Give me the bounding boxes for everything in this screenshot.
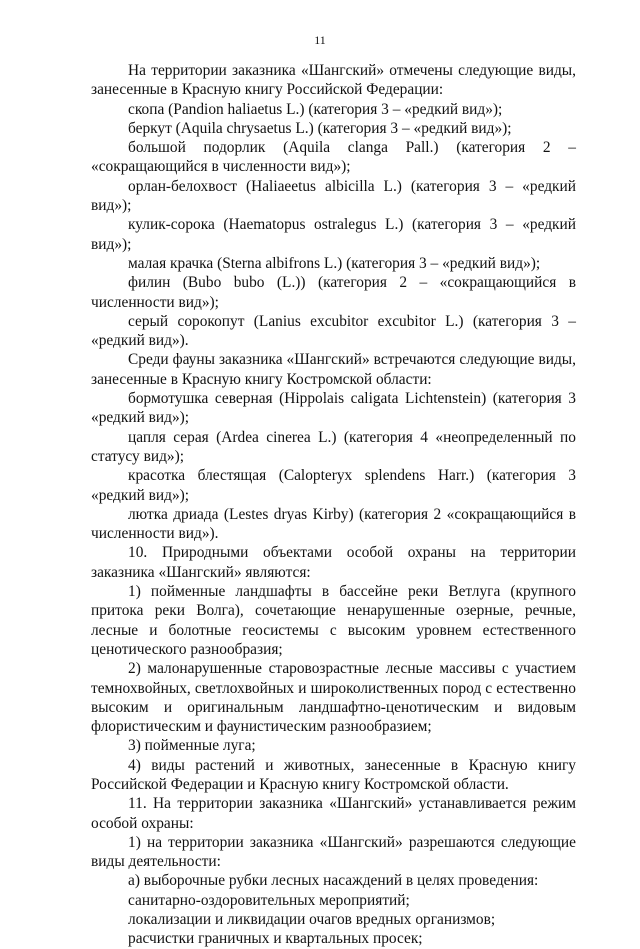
paragraph: Среди фауны заказника «Шангский» встречаются следующие виды, занесенные в Красную книгу Костромской области:: [91, 351, 576, 388]
paragraph: большой подорлик (Aquila clanga Pall.) (категория 2 – «сокращающийся в численности вид»);: [91, 139, 576, 176]
paragraph: малая крачка (Sterna albifrons L.) (категория 3 – «редкий вид»);: [128, 254, 541, 272]
paragraph: санитарно-оздоровительных мероприятий;: [128, 891, 410, 909]
paragraph: а) выборочные рубки лесных насаждений в целях проведения:: [128, 872, 539, 890]
paragraph: цапля серая (Ardea cinerea L.) (категория 4 «неопределенный по статусу вид»);: [91, 428, 576, 465]
paragraph: На территории заказника «Шангский» отмечены следующие виды, занесенные в Красную книгу Российской Федерации:: [91, 62, 576, 99]
paragraph: беркут (Aquila chrysaetus L.) (категория 3 – «редкий вид»);: [128, 119, 512, 137]
paragraph: 4) виды растений и животных, занесенные в Красную книгу Российской Федерации и Красную книгу Костромской области.: [91, 756, 576, 793]
paragraph: 2) малонарушенные старовозрастные лесные массивы с участием темнохвойных, светлохвойных и широколиственных пород с естественно высоким и оригинальным ландшафтно-ценотическим и видовым флористическим и фаунистическим разнообразием;: [91, 660, 576, 736]
paragraph: скопа (Pandion haliaetus L.) (категория 3 – «редкий вид»);: [128, 100, 503, 118]
paragraph: 10. Природными объектами особой охраны на территории заказника «Шангский» являются:: [91, 544, 576, 581]
paragraph: бормотушка северная (Hippolais caligata Lichtenstein) (категория 3 «редкий вид»);: [91, 390, 576, 427]
paragraph: филин (Bubo bubo (L.)) (категория 2 – «сокращающийся в численности вид»);: [91, 274, 576, 311]
page-number: 11: [314, 33, 326, 47]
document-body: [91, 61, 576, 949]
paragraph: лютка дриада (Lestes dryas Kirby) (категория 2 «сокращающийся в численности вид»).: [91, 505, 576, 543]
paragraph: красотка блестящая (Calopteryx splendens Harr.) (категория 3 «редкий вид»);: [91, 467, 576, 504]
paragraph: 3) пойменные луга;: [128, 737, 256, 755]
paragraph: орлан-белохвост (Haliaeetus albicilla L.) (категория 3 – «редкий вид»);: [91, 177, 576, 215]
paragraph: 1) пойменные ландшафты в бассейне реки Ветлуга (крупного притока реки Волга), сочетающие ненарушенные озерные, речные, лесные и болотные геосистемы с высоким уровнем естественного ценотического разнообразия;: [91, 583, 576, 658]
paragraph: 11. На территории заказника «Шангский» устанавливается режим особой охраны:: [91, 795, 576, 832]
paragraph: расчистки граничных и квартальных просек;: [128, 930, 423, 948]
paragraph: кулик-сорока (Haematopus ostralegus L.) (категория 3 – «редкий вид»);: [91, 216, 576, 253]
paragraph: 1) на территории заказника «Шангский» разрешаются следующие виды деятельности:: [91, 833, 576, 871]
paragraph: локализации и ликвидации очагов вредных организмов;: [128, 911, 496, 929]
paragraph: серый сорокопут (Lanius excubitor excubitor L.) (категория 3 – «редкий вид»).: [91, 312, 576, 350]
